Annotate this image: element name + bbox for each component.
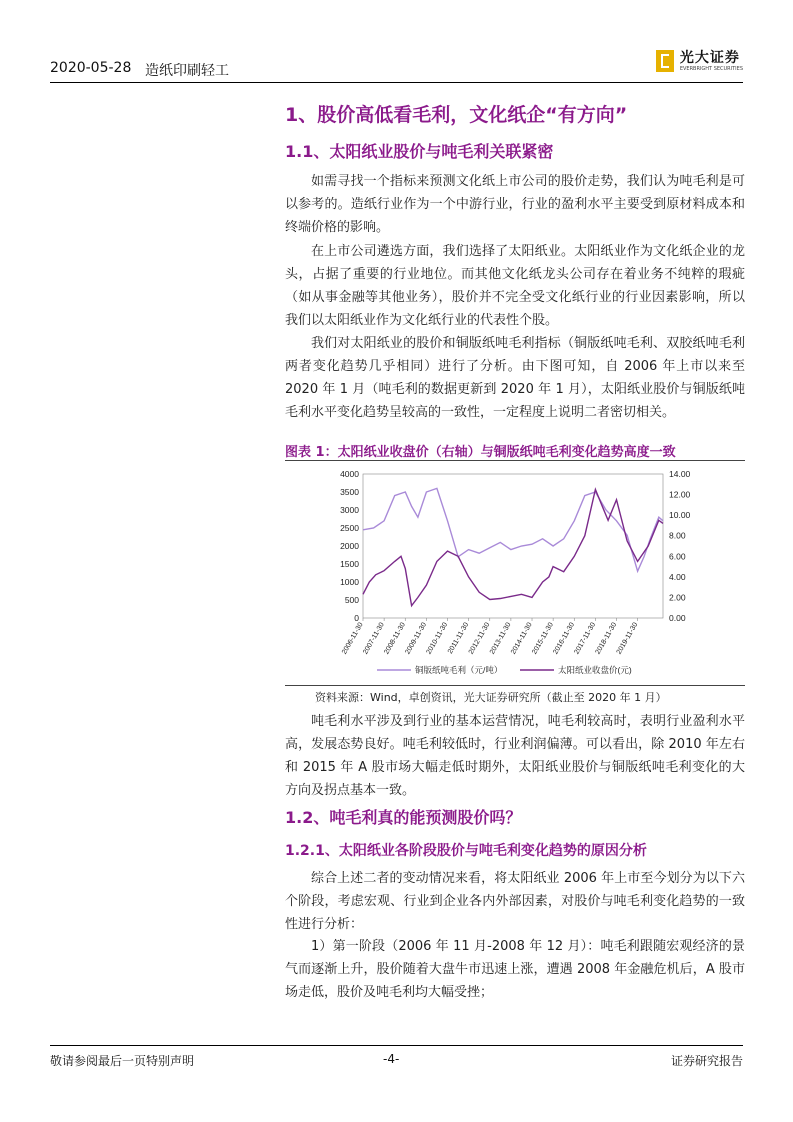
y-left-tick-label: 3000 — [340, 505, 359, 515]
chart — [285, 462, 745, 684]
footer-disclaimer: 敬请参阅最后一页特别声明 — [50, 1054, 195, 1068]
y-left-tick-label: 0 — [354, 613, 359, 623]
header-divider — [50, 82, 743, 83]
x-tick-label: 2017-11-30 — [573, 621, 598, 656]
y-right-tick-label: 0.00 — [669, 613, 686, 623]
y-left-tick-label: 2500 — [340, 523, 359, 533]
chart-series — [363, 488, 663, 605]
x-tick-label: 2015-11-30 — [531, 621, 555, 656]
figure-bottom-rule — [285, 685, 745, 686]
header-date: 2020-05-28 — [50, 60, 132, 76]
figure-top-rule — [285, 460, 745, 461]
paragraph-5: 综合上述二者的变动情况来看，将太阳纸业 2006 年上市至今划分为以下六个阶段，考虑宏观、行业到企业各内外部因素，对股价与吨毛利变化趋势的一致性进行分析： — [285, 871, 745, 932]
y-left-tick-label: 2000 — [340, 541, 359, 551]
x-tick-label: 2007-11-30 — [362, 621, 386, 656]
x-tick-label: 2010-11-30 — [425, 621, 450, 656]
section-1-title: 1、股价高低看毛利，文化纸企“有方向” — [285, 104, 628, 126]
series-margin-line — [363, 488, 663, 571]
brand-logo — [656, 50, 743, 72]
header-sector: 造纸印刷轻工 — [145, 63, 229, 79]
y-right-tick-label: 12.00 — [669, 489, 691, 500]
logo-mark-icon — [656, 50, 674, 72]
y-right-tick-label: 14.00 — [669, 469, 691, 479]
paragraph-4: 吨毛利水平涉及到行业的基本运营情况，吨毛利较高时，表明行业盈利水平高，发展态势良好。吨毛利较低时，行业利润偏薄。可以看出，除 2010 年左右和 2015 年 A 股市场大幅走低时期外，太阳纸业股价与铜版纸吨毛利变化的大方向及拐点基本一致。 — [285, 714, 745, 798]
x-tick-label: 2012-11-30 — [467, 621, 492, 656]
logo-text — [680, 51, 743, 72]
logo-en: EVERBRIGHT SECURITIES — [679, 65, 743, 72]
y-right-tick-label: 8.00 — [669, 530, 686, 541]
logo-cn: 光大证券 — [679, 49, 740, 66]
paragraph-6: 1）第一阶段（2006 年 11 月-2008 年 12 月）：吨毛利跟随宏观经济的景气而逐渐上升，股价随着大盘牛市迅速上涨，遭遇 2008 年金融危机后，A 股市场走低，股价及吨毛利均大幅受挫； — [285, 939, 745, 1000]
footer-divider — [50, 1045, 743, 1046]
x-tick-label: 2006-11-30 — [341, 621, 365, 656]
paragraph-2: 在上市公司遴选方面，我们选择了太阳纸业。太阳纸业作为文化纸企业的龙头，占据了重要的行业地位。而其他文化纸龙头公司存在着业务不纯粹的瑕疵（如从事金融等其他业务），股价并不完全受文化纸行业的行业因素影响，所以我们以太阳纸业作为文化纸行业的代表性个股。 — [285, 244, 745, 328]
footer-page-number: -4- — [383, 1052, 400, 1066]
legend-label: 铜版纸吨毛利（元/吨） — [415, 665, 503, 675]
x-tick-label: 2019-11-30 — [615, 621, 640, 656]
y-left-tick-label: 4000 — [340, 469, 359, 479]
paragraph-1: 如需寻找一个指标来预测文化纸上市公司的股价走势，我们认为吨毛利是可以参考的。造纸行业作为一个中游行业，行业的盈利水平主要受到原材料成本和终端价格的影响。 — [285, 174, 745, 235]
x-tick-label: 2018-11-30 — [594, 621, 619, 656]
legend-label: 太阳纸业收盘价(元) — [558, 665, 632, 675]
figure-title: 图表 1：太阳纸业收盘价（右轴）与铜版纸吨毛利变化趋势高度一致 — [285, 445, 676, 460]
y-left-tick-label: 1000 — [340, 577, 359, 587]
chart-legend — [377, 665, 632, 675]
figure-source: 资料来源：Wind，卓创资讯，光大证券研究所（截止至 2020 年 1 月） — [315, 691, 667, 704]
section-1-2-title: 1.2、吨毛利真的能预测股价吗？ — [285, 808, 522, 827]
section-1-1-title: 1.1、太阳纸业股价与吨毛利关联紧密 — [285, 142, 554, 161]
section-1-2-1-title: 1.2.1、太阳纸业各阶段股价与吨毛利变化趋势的原因分析 — [285, 843, 647, 859]
x-tick-label: 2011-11-30 — [446, 621, 471, 656]
y-right-tick-label: 2.00 — [669, 592, 686, 603]
paragraph-3: 我们对太阳纸业的股价和铜版纸吨毛利指标（铜版纸吨毛利、双胶纸吨毛利两者变化趋势几乎相同）进行了分析。由下图可知，自 2006 年上市以来至 2020 年 1 月（吨毛利的数据更新到 2020 年 1 月），太阳纸业股价与铜版纸吨毛利水平变化趋势呈较高的一致性，一定程度上说明二者密切相关。 — [285, 336, 745, 420]
x-tick-label: 2008-11-30 — [383, 621, 407, 656]
y-right-tick-label: 10.00 — [669, 510, 691, 521]
x-tick-label: 2009-11-30 — [404, 621, 429, 656]
y-left-tick-label: 500 — [344, 595, 359, 605]
footer-report-type: 证券研究报告 — [670, 1054, 743, 1068]
series-price-line — [363, 489, 663, 605]
x-tick-label: 2013-11-30 — [488, 621, 513, 656]
y-left-tick-label: 1500 — [340, 559, 359, 569]
y-left-tick-label: 3500 — [340, 487, 359, 497]
x-tick-label: 2014-11-30 — [510, 621, 534, 656]
x-tick-label: 2016-11-30 — [552, 621, 576, 656]
y-right-tick-label: 6.00 — [669, 551, 686, 562]
y-right-tick-label: 4.00 — [669, 571, 686, 582]
